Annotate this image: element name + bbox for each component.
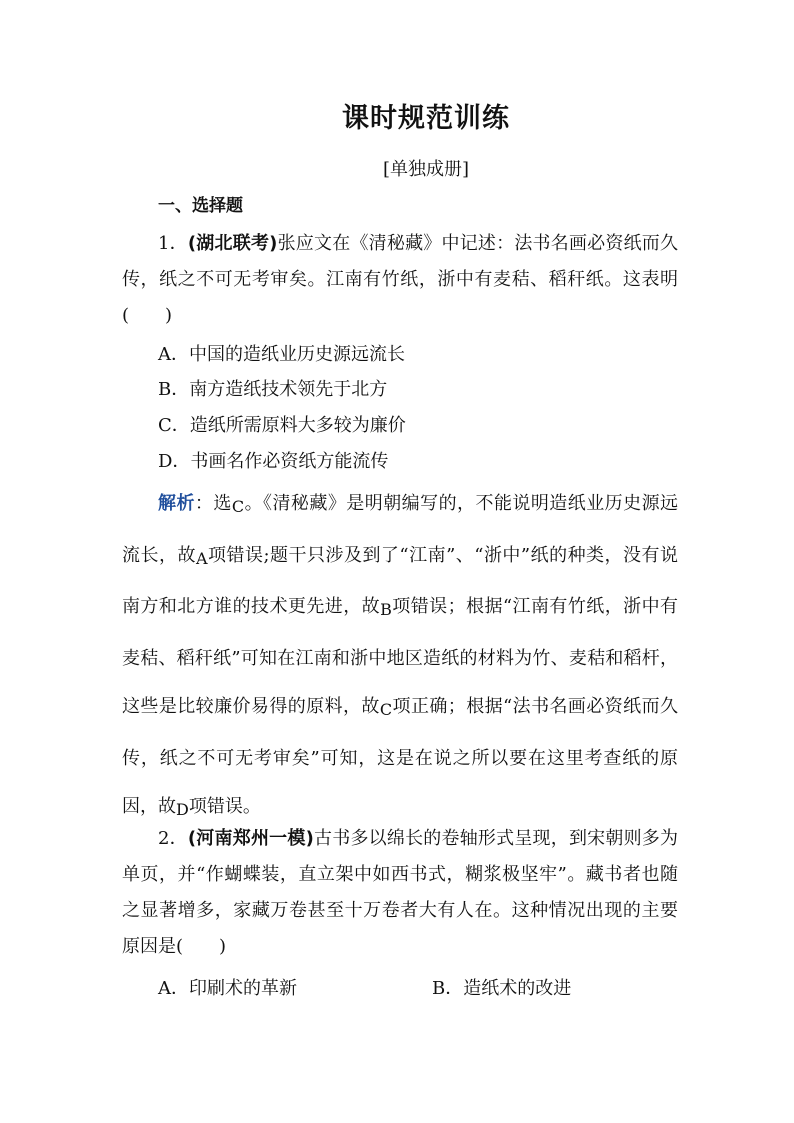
analysis-text: 项正确；根据“法书名画必资纸而久传，纸之不可无考审矣”可知，这是在说之所以要在这里考查纸的原因，故: [122, 696, 679, 817]
analysis-label: 解析: [158, 493, 195, 514]
question-1-option-c: C．造纸所需原料大多较为廉价: [158, 415, 406, 436]
question-1-source: (湖北联考): [187, 233, 278, 254]
analysis-text: 。《清秘藏》是明朝编写的，不能说明造纸业历史源远流长，故: [122, 493, 679, 566]
option-letter: A: [195, 548, 208, 568]
question-2-option-b: B．造纸术的改进: [432, 978, 572, 999]
analysis-text: 项错误;题干只涉及到了“江南”、“浙中”纸的种类，没有说南方和北方谁的技术更先进，故: [122, 544, 679, 617]
question-2-option-a: A．印刷术的革新: [158, 978, 297, 999]
question-2-number: 2．: [158, 828, 188, 849]
question-2-source: (河南郑州一模): [187, 828, 314, 849]
question-1-option-b: B．南方造纸技术领先于北方: [158, 379, 388, 400]
question-1-option-d: D．书画名作必资纸方能流传: [158, 451, 389, 472]
question-1-text: 张应文在《清秘藏》中记述：法书名画必资纸而久传，纸之不可无考审矣。江南有竹纸，浙中有麦秸、稻秆纸。这表明( ): [122, 233, 679, 326]
question-2-stem: [122, 821, 678, 965]
analysis-separator: ：: [194, 493, 214, 514]
analysis-text: 项错误。: [188, 796, 261, 817]
answer-letter: C: [231, 497, 245, 516]
question-1-number: 1．: [158, 233, 188, 254]
page-subtitle: [单独成册]: [382, 159, 470, 180]
question-2-text: 古书多以绵长的卷轴形式呈现，到宋朝则多为单页，并“作蝴蝶装，直立架中如西书式，糊浆极坚牢”。藏书者也随之显著增多，家藏万卷甚至十万卷者大有人在。这种情况出现的主要原因是( ): [122, 828, 679, 957]
option-letter: C: [379, 700, 393, 719]
option-letter: B: [380, 600, 392, 619]
analysis-text: 项错误；根据“江南有竹纸，浙中有麦秸、稻秆纸”可知在江南和浙中地区造纸的材料为竹、麦秸和稻杆，这些是比较廉价易得的原料，故: [122, 596, 679, 717]
question-1-option-a: A．中国的造纸业历史源远流长: [158, 344, 405, 365]
option-letter: D: [176, 800, 189, 819]
question-1-stem: [122, 226, 678, 334]
page-title: 课时规范训练: [342, 103, 510, 134]
section-heading: 一、选择题: [158, 196, 243, 216]
question-1-analysis: [122, 480, 678, 835]
analysis-text: 选: [213, 493, 232, 514]
